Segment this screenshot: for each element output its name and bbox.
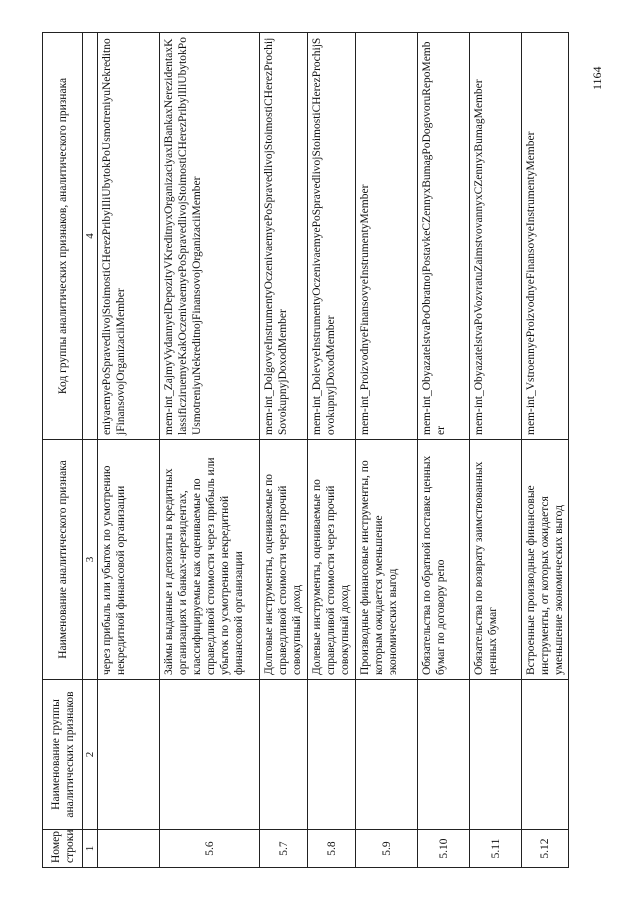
code-cell: mem-int_ProizvodnyeFinansovyeInstrumentyMember <box>356 33 418 440</box>
feature-name-cell: Встроенные производные финансовые инструменты, от которых ожидается уменьшение экономических выгод <box>522 440 569 680</box>
row-number: 5.8 <box>308 830 356 868</box>
group-name-cell <box>308 680 356 830</box>
group-name-cell <box>98 680 160 830</box>
header-row-number: Номер строки <box>43 830 83 868</box>
table-row <box>98 33 160 868</box>
group-name-cell <box>418 680 470 830</box>
group-name-cell <box>470 680 522 830</box>
group-name-cell <box>260 680 308 830</box>
row-number: 5.11 <box>470 830 522 868</box>
header-code: Код группы аналитических признаков, аналитического признака <box>43 33 83 440</box>
feature-name-cell: Долевые инструменты, оцениваемые по справедливой стоимости через прочий совокупный доход <box>308 440 356 680</box>
feature-name-cell: Производные финансовые инструменты, по которым ожидается уменьшение экономических выгод <box>356 440 418 680</box>
table-row <box>356 33 418 868</box>
code-cell: mem-int_ZajmyVydannyelDepozityVKreditnyxOrganizaciyaxIBankaxNerezidentaxKlassificziruemyeKakOczenivaemyePoSpravedlivojStoimostiCHerezPribylIliUbytokPoUsmotreniyuNekreditnojFinansovojOrganizaciiMember <box>160 33 260 440</box>
table-row <box>160 33 260 868</box>
rotated-table-container <box>42 33 565 868</box>
row-number: 5.9 <box>356 830 418 868</box>
feature-name-cell: через прибыль или убыток по усмотрению некредитной финансовой организации <box>98 440 160 680</box>
group-name-cell <box>160 680 260 830</box>
code-cell: mem-int_ObyazatelstvaPoVozvratuZaimstvovannyxCZennyxBumagMember <box>470 33 522 440</box>
analytics-table <box>42 32 569 868</box>
table-row <box>260 33 308 868</box>
column-number: 2 <box>83 680 98 830</box>
row-number: 5.12 <box>522 830 569 868</box>
table-row <box>418 33 470 868</box>
table-header-row <box>43 33 83 868</box>
row-number: 5.7 <box>260 830 308 868</box>
feature-name-cell: Обязательства по обратной поставке ценных бумаг по договору репо <box>418 440 470 680</box>
group-name-cell <box>356 680 418 830</box>
table-row <box>308 33 356 868</box>
code-cell: mem-int_DolevyeInstrumentyOczenivaemyePoSpravedlivojStoimostiCHerezProchijSovokupnyjDoxodMember <box>308 33 356 440</box>
row-number <box>98 830 160 868</box>
column-number: 3 <box>83 440 98 680</box>
table-row <box>470 33 522 868</box>
header-group-name: Наименование группы аналитических признаков <box>43 680 83 830</box>
code-cell: mem-int_VstroennyeProizvodnyeFinansovyeInstrumentyMember <box>522 33 569 440</box>
column-number-row <box>83 33 98 868</box>
page-number: 1164 <box>590 66 604 90</box>
row-number: 5.10 <box>418 830 470 868</box>
group-name-cell <box>522 680 569 830</box>
feature-name-cell: Долговые инструменты, оцениваемые по справедливой стоимости через прочий совокупный доход <box>260 440 308 680</box>
column-number: 1 <box>83 830 98 868</box>
row-number: 5.6 <box>160 830 260 868</box>
code-cell: eniyaemyePoSpravedlivojStoimostiCHerezPribylIliUbytokPoUsmotreniyuNekreditnojFinansovojOrganizaciiMember <box>98 33 160 440</box>
column-number: 4 <box>83 33 98 440</box>
table-row <box>522 33 569 868</box>
code-cell: mem-int_DolgovyeInstrumentyOczenivaemyePoSpravedlivojStoimostiCHerezProchijSovokupnyjDoxodMember <box>260 33 308 440</box>
code-cell: mem-int_ObyazatelstvaPoObratnojPostavkeCZennyxBumagPoDogovoruRepoMember <box>418 33 470 440</box>
header-feature-name: Наименование аналитического признака <box>43 440 83 680</box>
feature-name-cell: Займы выданные и депозиты в кредитных организациях и банках-нерезидентах, классифицируемые как оцениваемые по справедливой стоимости через прибыль или убыток по усмотрению некредитной финансовой организации <box>160 440 260 680</box>
feature-name-cell: Обязательства по возврату заимствованных ценных бумаг <box>470 440 522 680</box>
